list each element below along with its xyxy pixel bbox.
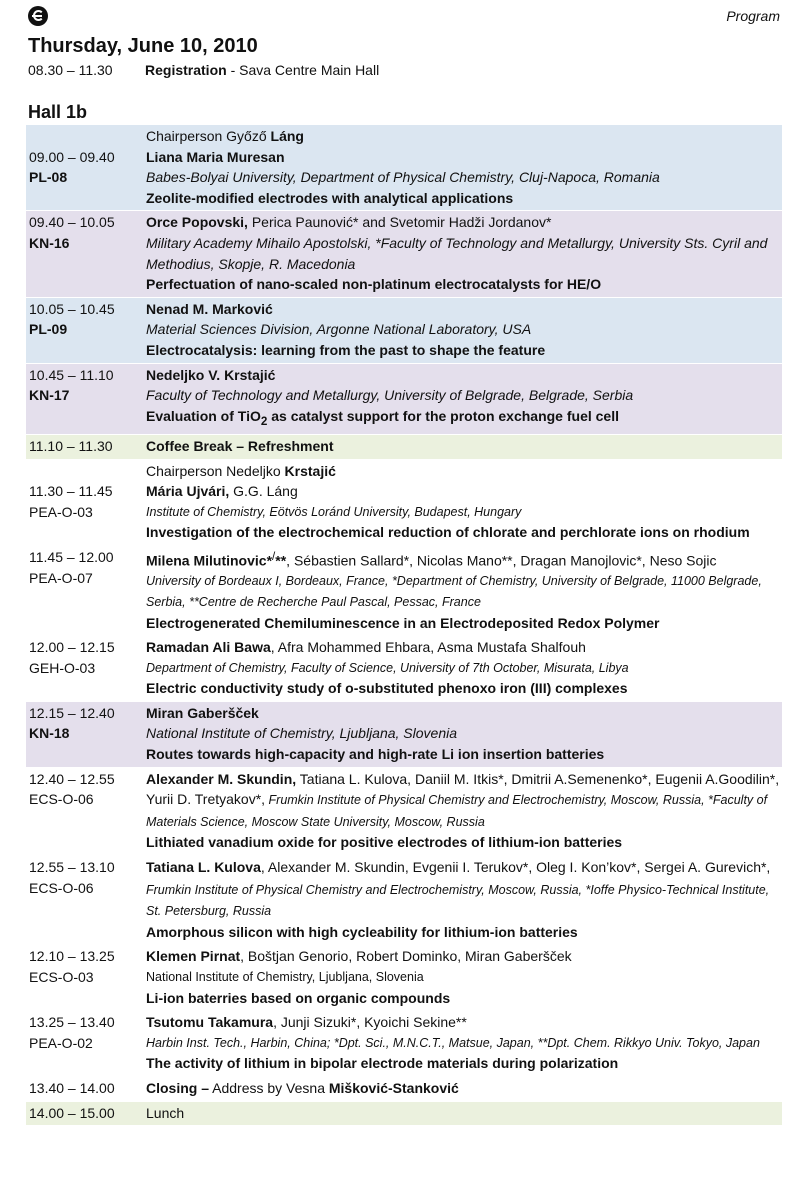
authors: Klemen Pirnat, Boštjan Genorio, Robert Dominko, Miran Gaberšček <box>146 948 572 965</box>
session-left-cell <box>26 299 146 361</box>
session-time: 11.10 – 11.30 <box>29 438 113 455</box>
session-time: 13.25 – 13.40 <box>29 1014 115 1031</box>
session-time: 11.30 – 11.45 <box>29 483 113 500</box>
affiliation: Institute of Chemistry, Eötvös Loránd University, Budapest, Hungary <box>146 504 522 519</box>
session-details <box>146 212 782 294</box>
talk-title: Investigation of the electrochemical reduction of chlorate and perchlorate ions on rhodium <box>146 524 750 541</box>
registration-row <box>28 62 379 78</box>
talk-title: Li-ion baterries based on organic compounds <box>146 989 451 1006</box>
session-time: 14.00 – 15.00 <box>29 1104 115 1121</box>
session-code: PEA-O-07 <box>29 569 93 586</box>
session-code: KN-17 <box>29 387 70 404</box>
session-row <box>26 944 782 1010</box>
congress-logo-icon <box>28 6 48 26</box>
session-time: 09.40 – 10.05 <box>29 214 115 231</box>
session-details <box>146 703 782 765</box>
session-time: 12.00 – 12.15 <box>29 639 115 656</box>
talk-title: Electrogenerated Chemiluminescence in an Electrodeposited Redox Polymer <box>146 614 660 631</box>
registration-time: 08.30 – 11.30 <box>28 62 113 78</box>
session-code: PEA-O-03 <box>29 503 93 520</box>
session-left-cell <box>26 946 146 1008</box>
session-row <box>26 297 782 363</box>
affiliation: National Institute of Chemistry, Ljubljana, Slovenia <box>146 725 458 742</box>
session-left-cell <box>26 126 146 208</box>
session-details <box>146 126 782 208</box>
registration-place: - Sava Centre Main Hall <box>226 62 380 78</box>
session-row <box>26 125 782 210</box>
session-row <box>26 701 782 767</box>
affiliation: University of Bordeaux I, Bordeaux, France, *Department of Chemistry, University of Belgrade, 11000 Belgrade, Serbia, **Centre de Recherche Paul Pascal, Pessac, France <box>146 574 762 609</box>
session-row <box>26 1010 782 1076</box>
hall-heading: Hall 1b <box>28 102 88 122</box>
session-time: 11.45 – 12.00 <box>29 549 114 566</box>
session-left-cell <box>26 1012 146 1074</box>
talk-title: Evaluation of TiO$_2$ as catalyst support for the proton exchange fuel cell <box>146 407 619 428</box>
talk-title: Amorphous silicon with high cycleability for lithium-ion batteries <box>146 923 578 940</box>
authors: Milena Milutinovic*/**, Sébastien Sallard*, Nicolas Mano**, Dragan Manojlovic*, Neso Sojic <box>146 550 717 569</box>
talk-title: Electric conductivity study of o-substituted phenoxo iron (III) complexes <box>146 680 628 697</box>
session-code: ECS-O-06 <box>29 879 94 896</box>
authors: Miran Gaberšček <box>146 704 259 721</box>
session-code: PEA-O-02 <box>29 1034 93 1051</box>
registration-label: Registration <box>145 62 227 78</box>
session-time: 09.00 – 09.40 <box>29 148 115 165</box>
session-time: 12.40 – 12.55 <box>29 770 115 787</box>
session-row <box>26 363 782 435</box>
affiliation: National Institute of Chemistry, Ljubljana, Slovenia <box>146 970 424 985</box>
session-details <box>146 365 782 433</box>
session-row <box>26 459 782 545</box>
session-time: 12.15 – 12.40 <box>29 704 115 721</box>
affiliation: Harbin Inst. Tech., Harbin, China; *Dpt. Sci., M.N.C.T., Matsue, Japan, **Dpt. Chem. Rikkyo Univ. Tokyo, Japan <box>146 1035 760 1050</box>
session-left-cell <box>26 703 146 765</box>
authors: Mária Ujvári, G.G. Láng <box>146 483 298 500</box>
session-code: PL-08 <box>29 169 68 186</box>
session-left-cell <box>26 365 146 433</box>
affiliation: Faculty of Technology and Metallurgy, University of Belgrade, Belgrade, Serbia <box>146 387 634 404</box>
session-time: 13.40 – 14.00 <box>29 1079 115 1096</box>
session-details <box>146 461 782 543</box>
talk-title: Lithiated vanadium oxide for positive electrodes of lithium-ion batteries <box>146 834 623 851</box>
session-code: GEH-O-03 <box>29 659 96 676</box>
session-left-cell <box>26 637 146 699</box>
session-code: KN-18 <box>29 725 70 742</box>
session-row <box>26 545 782 635</box>
session-row <box>26 767 782 855</box>
session-row <box>26 855 782 944</box>
authors: Tsutomu Takamura, Junji Sizuki*, Kyoichi Sekine** <box>146 1014 467 1031</box>
session-details <box>146 769 782 853</box>
talk-title: Zeolite-modified electrodes with analytical applications <box>146 189 514 206</box>
lunch-label: Lunch <box>146 1104 185 1121</box>
session-time: 12.55 – 13.10 <box>29 859 115 876</box>
session-code: PL-09 <box>29 321 68 338</box>
session-details <box>146 946 782 1008</box>
schedule-table <box>26 125 782 1125</box>
session-code: KN-16 <box>29 234 70 251</box>
session-time: 10.45 – 11.10 <box>29 366 114 383</box>
day-title: Thursday, June 10, 2010 <box>28 35 258 57</box>
affiliation: Material Sciences Division, Argonne National Laboratory, USA <box>146 321 532 338</box>
break-row <box>26 434 782 459</box>
talk-title: Perfectuation of nano-scaled non-platinum electrocatalysts for HE/O <box>146 276 602 293</box>
closing-row <box>26 1076 782 1101</box>
lunch-row <box>26 1101 782 1126</box>
session-row <box>26 635 782 701</box>
session-details <box>146 547 782 633</box>
authors: Ramadan Ali Bawa, Afra Mohammed Ehbara, Asma Mustafa Shalfouh <box>146 639 586 656</box>
session-code: ECS-O-06 <box>29 791 94 808</box>
session-details <box>146 299 782 361</box>
session-left-cell <box>26 769 146 853</box>
talk-title: Routes towards high-capacity and high-rate Li ion insertion batteries <box>146 746 605 763</box>
talk-title: Electrocatalysis: learning from the past to shape the feature <box>146 341 546 358</box>
talk-title: The activity of lithium in bipolar electrode materials during polarization <box>146 1055 619 1072</box>
session-details <box>146 637 782 699</box>
affiliation: Department of Chemistry, Faculty of Science, University of 7th October, Misurata, Libya <box>146 660 629 675</box>
chairperson: Chairperson Győző Láng <box>146 128 304 144</box>
authors: Orce Popovski, Perica Paunović* and Svetomir Hadži Jordanov* <box>146 214 552 231</box>
session-time: 10.05 – 10.45 <box>29 300 115 317</box>
session-code: ECS-O-03 <box>29 969 94 986</box>
session-time: 12.10 – 13.25 <box>29 948 115 965</box>
session-details <box>146 1012 782 1074</box>
session-left-cell <box>26 212 146 294</box>
authors: Nenad M. Marković <box>146 300 273 317</box>
program-label: Program <box>726 8 780 24</box>
affiliation: Military Academy Mihailo Apostolski, *Faculty of Technology and Metallurgy, University Sts. Cyril and Methodius, Skopje, R. Macedonia <box>146 234 768 272</box>
session-details <box>146 857 782 942</box>
session-row <box>26 210 782 296</box>
session-left-cell <box>26 461 146 543</box>
chairperson: Chairperson Nedeljko Krstajić <box>146 462 336 479</box>
break-label: Coffee Break – Refreshment <box>146 438 334 455</box>
authors: Nedeljko V. Krstajić <box>146 366 276 383</box>
session-left-cell <box>26 547 146 633</box>
authors-and-affiliation: Tatiana L. Kulova, Alexander M. Skundin, Evgenii I. Terukov*, Oleg I. Kon’kov*, Sergei A. Gurevich*, Frumkin Institute of Physical Chemistry and Electrochemistry, Moscow, Russia, *Ioffe Physico-Technical Institute, St. Petersburg, Russia <box>146 859 771 919</box>
session-left-cell <box>26 857 146 942</box>
closing-label: Closing – Address by Vesna Mišković-Stanković <box>146 1079 459 1096</box>
authors: Liana Maria Muresan <box>146 148 285 165</box>
authors-and-affiliation: Alexander M. Skundin, Tatiana L. Kulova, Daniil M. Itkis*, Dmitrii A.Semenenko*, Eugenii A.Goodilin*, Yurii D. Tretyakov*, Frumkin Institute of Physical Chemistry and Electrochemistry, Moscow, Russia, *Faculty of Materials Science, Moscow State University, Moscow, Russia <box>146 770 780 829</box>
affiliation: Babes-Bolyai University, Department of Physical Chemistry, Cluj-Napoca, Romania <box>146 169 660 186</box>
